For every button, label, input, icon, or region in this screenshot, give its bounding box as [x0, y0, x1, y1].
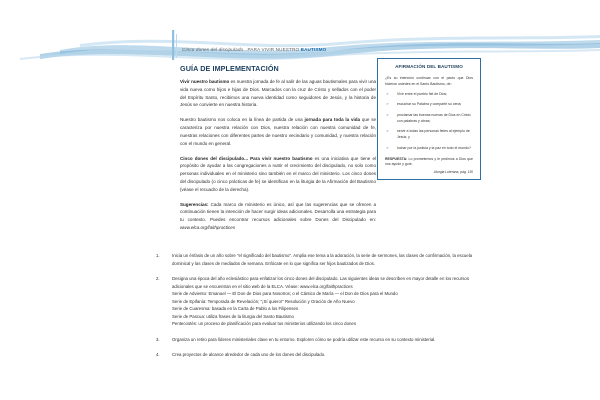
paragraph-2-bold: jornada para toda la vida — [304, 117, 361, 123]
series-line-epiphany: Serie de Epifanía: Temporada de Revelación; "¡Sí quiero!" Resolución y Oración de Año Nuevo — [172, 298, 355, 304]
sidebar-title: AFIRMACIÓN DEL BAUTISMO — [395, 64, 463, 69]
paragraph-2-b: que se caracteriza por nuestra relación con Dios, nuestra relación con nuestra comunidad de fe, nuestras relaciones con diferentes partes de nuestro vecindario y comunidad, y nuestra relación con el mundo en general. — [180, 117, 376, 146]
paragraph-2-a: Nuestro bautismo nos coloca en la línea de partida de una — [180, 117, 305, 123]
series-line-lent: Serie de Cuaresma: basada en la Carta de Pablo a los Filipenses — [172, 306, 299, 312]
sidebar-citation: Liturgia Luterana, pág. 130 — [433, 170, 473, 175]
wave-graphic — [0, 14, 600, 62]
chevron-bullet-icon: ➢ — [386, 102, 390, 107]
sidebar-answer — [378, 156, 480, 170]
paragraph-1-rest: es nuestra jornada de fe al salir de las aguas bautismales para vivir una vida nueva como hijos e hijas de Dios. Marcados con la cruz de Cristo y sellados con el poder del Espíritu Santo, recibimos una nueva identidad como seguidores de Jesús, y la historia de Jesús se convierte en nuestra historia. — [180, 79, 376, 108]
series-line-easter: Serie de Pascua: utiliza frases de la liturgia del Santo Bautismo — [172, 313, 294, 319]
paragraph-3-rest: es una iniciativa que tiene el propósito de ayudar a las congregaciones a nutrir el crecimiento del discipulado, no solo como personas individuales en el ministerio sino también en el marco del ministerio. Los cinco dones del discipulado (o cinco prácticas de fe) se identifican en la liturgia de la Afirmación del Bautismo (véase el recuadro de la derecha). — [180, 155, 376, 192]
list-item-number: 4. — [156, 352, 160, 358]
paragraph-3-bold: Cinco dones del discipulado... Para vivir nuestro bautismo — [180, 155, 313, 161]
paragraph-sugerencias — [180, 201, 376, 232]
faithpractices-link[interactable]: www.elca.org/faithpractices — [180, 225, 236, 230]
list-item-label: Vivir entre el pueblo fiel de Dios; — [397, 91, 448, 96]
series-line-pentecost: Pentecostés: un proceso de planificación para evaluar tus ministerios utilizando los cinco dones — [172, 321, 356, 327]
list-item-number: 1. — [156, 253, 160, 258]
paragraph-jornada — [180, 116, 376, 147]
paragraph-4-bold: Sugerencias: — [180, 201, 209, 207]
chevron-bullet-icon: ➢ — [386, 91, 390, 96]
list-item — [148, 252, 478, 267]
sidebar-bullet-list — [378, 91, 480, 156]
series-line-advent: Serie de Adviento: Emanuel — El Don de Dios para Nosotros; o el Cántico de María — el Don de Dios para el Mundo — [172, 291, 398, 297]
list-item-label: Organiza un retiro para líderes ministeriales clave en tu entorno. Exploren cómo se podría utilizar este recurso en su contexto ministerial. — [172, 336, 436, 342]
list-item — [385, 112, 473, 129]
list-item — [148, 275, 478, 328]
list-item — [148, 336, 478, 344]
list-item — [385, 101, 473, 112]
list-item — [148, 351, 478, 359]
list-item-number: 2. — [156, 276, 160, 282]
sidebar-intro-text: ¿Es su intención continuar con el pacto que Dios hicieron ustedes en el Santo Bautismo, de: — [385, 75, 473, 86]
header-logo-text — [182, 47, 326, 52]
chevron-bullet-icon: ➢ — [386, 146, 390, 150]
list-item-number: 3. — [156, 336, 160, 342]
list-item-label: Designa una época del año eclesiástico para enfatizar los cinco dones del discipulado. Las siguientes ideas se describen en mayor detalle en los recursos adicionales que se encuentran en el sitio web de la ELCA. Véase: www.elca.org/faithpractices — [172, 276, 470, 289]
paragraph-vivir-bautismo — [180, 78, 376, 109]
chevron-bullet-icon: ➢ — [386, 112, 390, 117]
list-item-label: servir a todas las personas fieles al ejemplo de Jesús; y — [397, 129, 470, 140]
sidebar-answer-text: Lo prometemos y le pedimos a Dios que nos ayude y guíe. — [385, 156, 473, 167]
list-item-label: escuchar su Palabra y compartir su cena; — [397, 102, 462, 107]
list-item-label: proclamar las buenas nuevas de Dios en Cristo con palabras y obras; — [397, 112, 471, 123]
main-text-column — [180, 64, 376, 239]
list-item — [385, 145, 473, 156]
header-banner — [0, 14, 600, 62]
list-item-label: Crea proyectos de alcance alrededor de cada uno de los dones del discipulado. — [172, 352, 326, 358]
suggestions-list — [148, 252, 478, 367]
afirmacion-bautismo-box — [377, 58, 481, 180]
list-item-label: Inicia un énfasis de un año sobre "el significado del bautismo". Amplia ese tema a la adoración, la serie de sermones, las clases de confirmación, la escuela dominical y las clases de mediados de semana. Enfócate en lo que significa ser hijos bautizados de Dios. — [172, 253, 473, 266]
paragraph-cinco-dones — [180, 155, 376, 194]
header-logo-italic: Cinco dones del discipulado... — [182, 47, 248, 52]
sidebar-answer-label: RESPUESTA: — [385, 156, 408, 161]
list-item — [385, 91, 473, 102]
list-item-label: luchar por la justicia y la paz en todo el mundo? — [397, 146, 471, 150]
header-logo-bold: BAUTISMO — [300, 47, 327, 52]
list-item — [385, 128, 473, 145]
page-title: GUÍA DE IMPLEMENTACIÓN — [180, 64, 279, 73]
paragraph-1-lead: Vivir nuestro bautismo — [180, 79, 230, 84]
paragraph-4-rest: Cada marco de ministerio es único, así que las sugerencias que se ofrecen a continuación tienen la intención de hacer surgir ideas adicionales. Desarrolla una estrategia para tu contexto. Puedes encontrar recursos adicionales sobre Dones del Discipulado en: — [180, 201, 376, 223]
chevron-bullet-icon: ➢ — [386, 129, 390, 134]
header-logo-caps: PARA VIVIR NUESTRO — [247, 47, 301, 52]
